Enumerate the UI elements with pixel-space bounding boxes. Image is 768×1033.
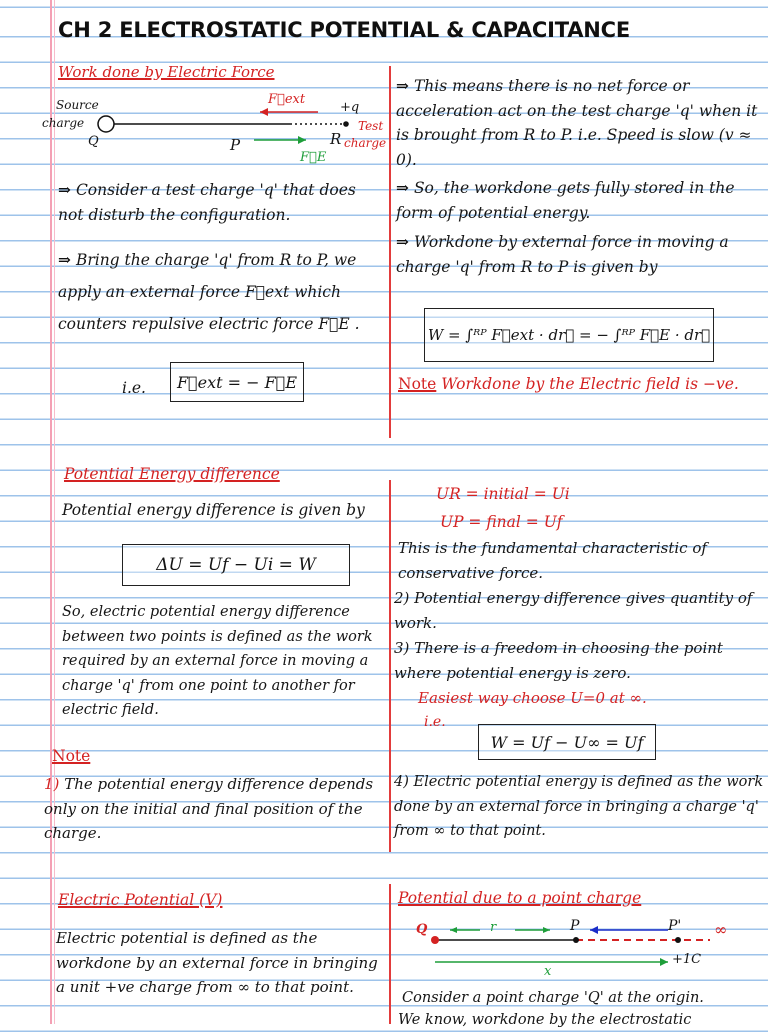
right-top-para-1-text: This means there is no net force or acceleration act on the test charge 'q' when it is brought from R to P. i.e. Speed is slow (v ≈ 0). <box>396 77 758 169</box>
section-heading-electric-potential: Electric Potential (V) <box>58 891 223 909</box>
diagram-label-R: R <box>330 130 342 148</box>
equation-box-force: F⃗ext = − F⃗E <box>170 362 304 402</box>
note-label: Note <box>398 375 437 393</box>
diagram-label-test: Test <box>358 119 384 133</box>
diagram-label-fext: F⃗ext <box>268 92 306 107</box>
diagram-label-plus-q: +q <box>340 100 360 115</box>
ie-label-force: i.e. <box>122 379 146 397</box>
pc-para-1: Consider a point charge 'Q' at the origin. <box>402 990 704 1006</box>
right-top-para-3 <box>396 230 760 279</box>
charge-Q-dot <box>431 936 439 944</box>
page-title: CH 2 ELECTROSTATIC POTENTIAL & CAPACITANCE <box>58 18 631 42</box>
column-divider-middle <box>389 480 391 852</box>
easiest-way: Easiest way choose U=0 at ∞. <box>418 689 647 707</box>
diagram-label-P: P <box>230 136 241 154</box>
diagram-label-source: Source <box>56 98 99 112</box>
pe-note-label: Note <box>52 747 91 765</box>
pc-para-2: We know, workdone by the electrostatic <box>398 1012 692 1028</box>
arrow-mark: ⇒ <box>396 178 409 197</box>
ep-para-1: Electric potential is defined as the workdone by an external force in bringing a unit +ve charge from ∞ to that point. <box>56 929 378 996</box>
pc-label-P: P <box>570 918 580 934</box>
pc-label-r: r <box>490 920 497 935</box>
pc-label-plus-1c: +1C <box>672 952 702 967</box>
pe-para-1: Potential energy difference is given by <box>62 501 365 519</box>
right-top-para-1 <box>396 74 760 172</box>
right-top-para-3-text: Workdone by external force in moving a charge 'q' from R to P is given by <box>396 233 729 276</box>
section-heading-work-done: Work done by Electric Force <box>58 63 275 81</box>
equation-box-work: W = ∫ᴿᴾ F⃗ext · dr⃗ = − ∫ᴿᴾ F⃗E · dr⃗ <box>424 308 714 362</box>
work-done-para-2-text: Bring the charge 'q' from R to P, we apply an external force F⃗ext which counters repulsive electric force F⃗E . <box>58 251 360 333</box>
right-mid-para-3: 3) There is a freedom in choosing the point where potential energy is zero. <box>394 639 723 682</box>
column-divider-bottom <box>389 884 391 1024</box>
equation-box-delta-u: ΔU = Uf − Ui = W <box>122 544 350 586</box>
pc-label-x: x <box>544 964 552 979</box>
point-P-dot <box>573 937 579 943</box>
note-text: Workdone by the Electric field is −ve. <box>441 375 739 393</box>
note-number: 1) <box>44 775 60 793</box>
test-charge-dot <box>343 121 349 127</box>
arrow-mark: ⇒ <box>58 250 71 269</box>
equation-box-uinf: W = Uf − U∞ = Uf <box>478 724 656 760</box>
ie-label-zero: i.e. <box>424 714 446 730</box>
right-mid-para-2: 2) Potential energy difference gives quantity of work. <box>394 589 753 632</box>
right-mid-para-4: 4) Electric potential energy is defined as the work done by an external force in bringing a charge 'q' from ∞ to that point. <box>394 774 764 839</box>
right-top-para-2-text: So, the workdone gets fully stored in the form of potential energy. <box>396 179 735 222</box>
diagram-label-Q: Q <box>88 134 99 149</box>
diagram-label-charge: charge <box>42 116 85 130</box>
work-done-para-2 <box>58 244 378 340</box>
pe-para-2: So, electric potential energy difference between two points is defined as the work required by an external force in moving a charge 'q' from one point to another for electric field. <box>62 604 373 718</box>
arrow-mark: ⇒ <box>396 232 409 251</box>
right-mid-para-1: This is the fundamental characteristic of conservative force. <box>398 539 707 582</box>
right-top-note <box>398 372 762 397</box>
notebook-margin-line <box>50 0 52 1024</box>
work-done-para-1-text: Consider a test charge 'q' that does not disturb the configuration. <box>58 181 356 224</box>
right-top-para-2 <box>396 176 760 225</box>
section-heading-pe-difference: Potential Energy difference <box>64 465 280 483</box>
section-heading-point-charge: Potential due to a point charge <box>398 889 642 907</box>
pe-note-1 <box>44 772 380 846</box>
notebook-margin-line-inner <box>54 0 55 1024</box>
pc-label-Q: Q <box>416 922 428 937</box>
source-charge-circle <box>98 116 114 132</box>
up-final: UP = final = Uf <box>440 513 563 531</box>
diagram-label-test-charge: charge <box>344 136 387 150</box>
point-P2-dot <box>675 937 681 943</box>
arrow-mark: ⇒ <box>58 180 71 199</box>
pe-note-1-text: The potential energy difference depends only on the initial and final position of the charge. <box>44 775 374 842</box>
ur-initial: UR = initial = Ui <box>436 485 570 503</box>
pc-label-infinity: ∞ <box>714 920 728 939</box>
pc-label-P2: P' <box>668 918 682 934</box>
diagram-label-fe: F⃗E <box>300 150 327 165</box>
arrow-mark: ⇒ <box>396 76 409 95</box>
work-done-para-1 <box>58 178 378 227</box>
